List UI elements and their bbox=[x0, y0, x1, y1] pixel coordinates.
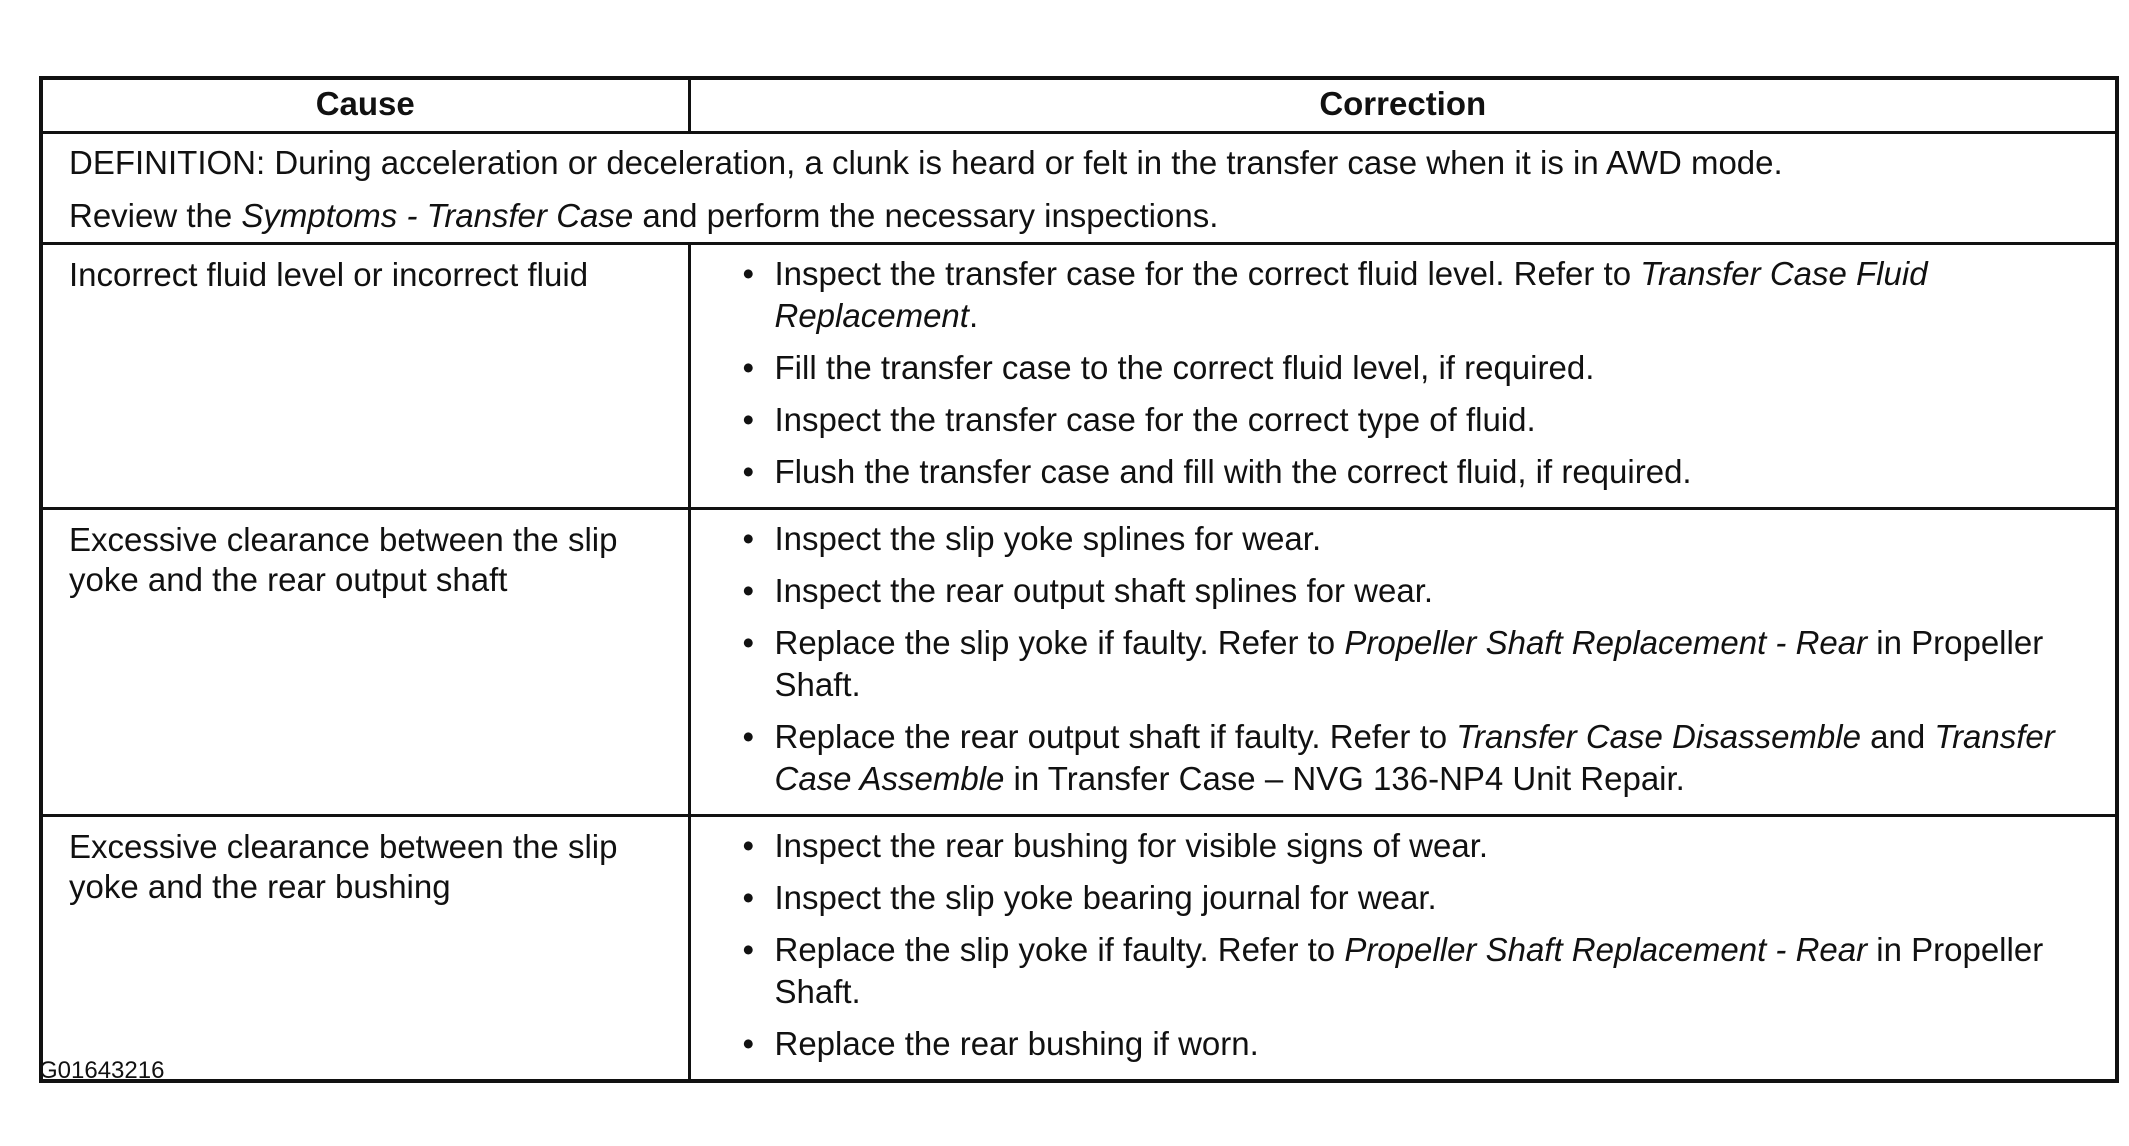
cause-cell: Incorrect fluid level or incorrect fluid bbox=[41, 244, 689, 509]
correction-list bbox=[739, 253, 2096, 493]
list-item: • Inspect the transfer case for the correct fluid level. Refer to Transfer Case Fluid Replacement. bbox=[739, 253, 2096, 337]
list-item: • Inspect the rear output shaft splines for wear. bbox=[739, 570, 2096, 612]
diagnostic-table bbox=[39, 76, 2119, 1083]
list-item: • Inspect the slip yoke bearing journal for wear. bbox=[739, 877, 2096, 919]
cause-cell: Excessive clearance between the slip yoke and the rear output shaft bbox=[41, 509, 689, 816]
correction-list bbox=[739, 825, 2096, 1065]
header-row bbox=[41, 78, 2117, 133]
list-item: • Inspect the slip yoke splines for wear. bbox=[739, 518, 2096, 560]
correction-cell bbox=[689, 509, 2117, 816]
definition-text: DEFINITION: During acceleration or deceleration, a clunk is heard or felt in the transfer case when it is in AWD mode. bbox=[69, 144, 1783, 181]
list-item: • Fill the transfer case to the correct fluid level, if required. bbox=[739, 347, 2096, 389]
list-item: • Replace the rear bushing if worn. bbox=[739, 1023, 2096, 1065]
definition-cell bbox=[41, 133, 2117, 244]
definition-row bbox=[41, 133, 2117, 244]
header-correction: Correction bbox=[689, 78, 2117, 133]
correction-cell bbox=[689, 244, 2117, 509]
symptoms-link-text: Symptoms - Transfer Case bbox=[241, 197, 634, 234]
header-cause: Cause bbox=[41, 78, 689, 133]
correction-list bbox=[739, 518, 2096, 800]
table-row bbox=[41, 509, 2117, 816]
list-item: • Replace the rear output shaft if faulty. Refer to Transfer Case Disassemble and Transfer Case Assemble in Transfer Case – NVG 136-NP4 Unit Repair. bbox=[739, 716, 2096, 800]
review-pre: Review the bbox=[69, 197, 242, 234]
table-row bbox=[41, 244, 2117, 509]
list-item: • Flush the transfer case and fill with the correct fluid, if required. bbox=[739, 451, 2096, 493]
list-item: • Replace the slip yoke if faulty. Refer to Propeller Shaft Replacement - Rear in Propeller Shaft. bbox=[739, 929, 2096, 1013]
list-item: • Inspect the transfer case for the correct type of fluid. bbox=[739, 399, 2096, 441]
cause-cell: Excessive clearance between the slip yoke and the rear bushing bbox=[41, 816, 689, 1082]
review-post: and perform the necessary inspections. bbox=[633, 197, 1219, 234]
list-item: • Replace the slip yoke if faulty. Refer to Propeller Shaft Replacement - Rear in Propeller Shaft. bbox=[739, 622, 2096, 706]
table-row bbox=[41, 816, 2117, 1082]
review-text bbox=[69, 189, 2089, 242]
figure-id: G01643216 bbox=[39, 1057, 165, 1084]
correction-cell bbox=[689, 816, 2117, 1082]
list-item: • Inspect the rear bushing for visible signs of wear. bbox=[739, 825, 2096, 867]
